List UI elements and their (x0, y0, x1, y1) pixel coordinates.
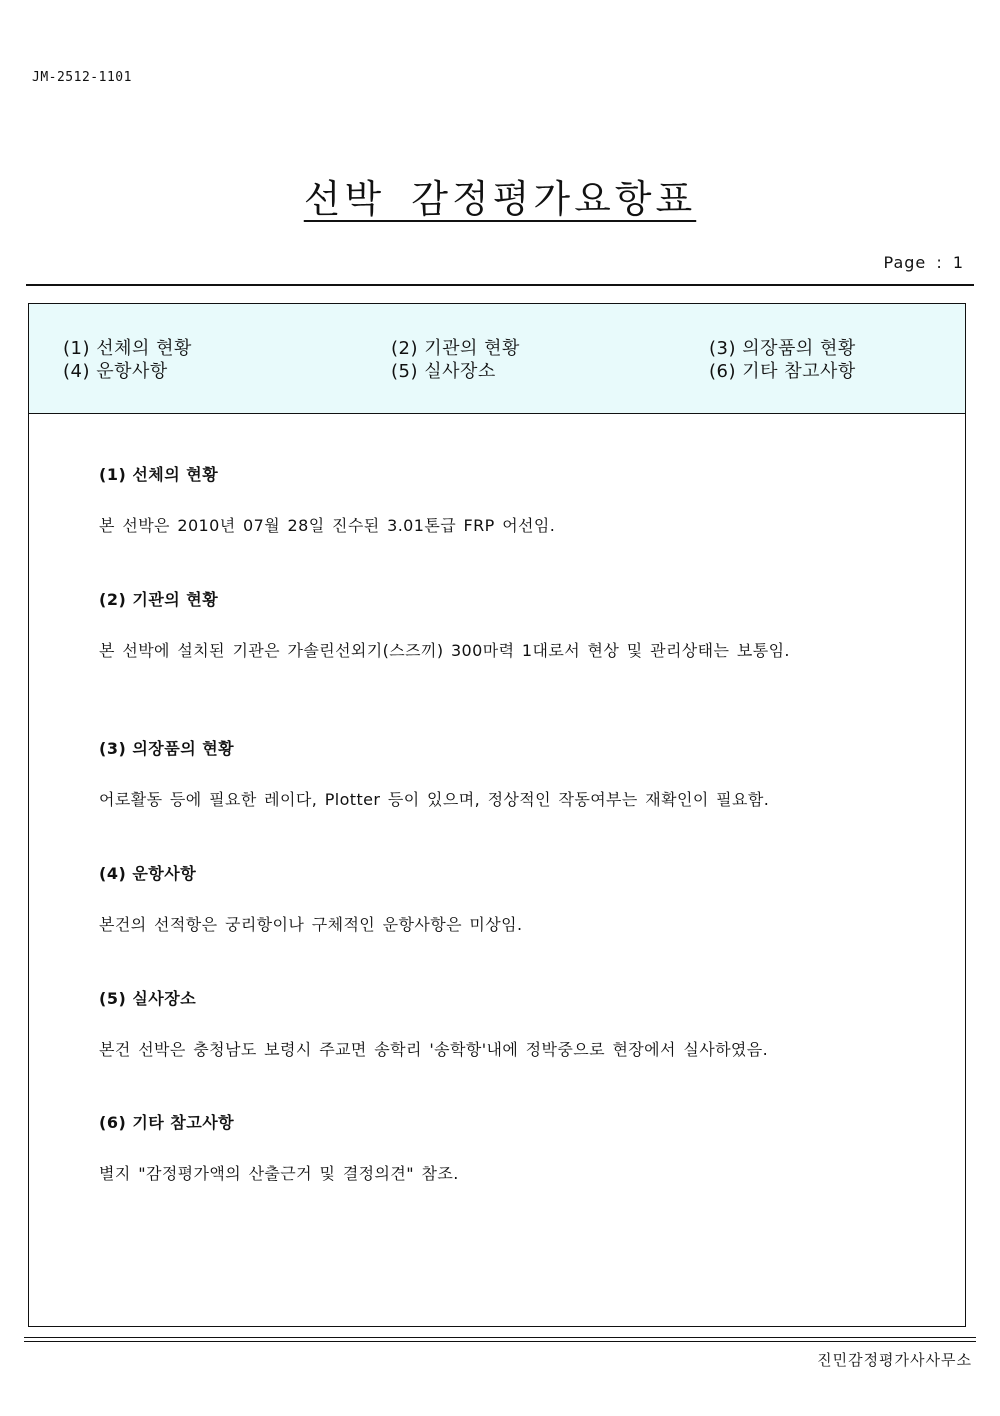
section-heading: (3) 의장품의 현황 (99, 739, 235, 758)
header-divider (26, 284, 974, 286)
document-code: JM-2512-1101 (32, 70, 132, 85)
toc-item-inspection-site: (5) 실사장소 (391, 361, 496, 382)
section-heading: (5) 실사장소 (99, 989, 197, 1008)
section-other-notes (99, 1110, 919, 1187)
section-heading: (1) 선체의 현황 (99, 465, 219, 484)
section-operation (99, 861, 919, 938)
section-inspection-site (99, 986, 919, 1063)
section-engine (99, 587, 919, 664)
section-heading: (6) 기타 참고사항 (99, 1113, 235, 1132)
section-body: 본건의 선적항은 궁리항이나 구체적인 운항사항은 미상임. (99, 915, 523, 934)
section-body: 본 선박은 2010년 07월 28일 진수된 3.01톤급 FRP 어선임. (99, 516, 556, 535)
page-number: Page : 1 (883, 253, 964, 272)
section-heading: (4) 운항사항 (99, 864, 197, 883)
toc-item-hull: (1) 선체의 현황 (63, 338, 192, 359)
toc-item-equipment: (3) 의장품의 현황 (709, 338, 856, 359)
toc-item-engine: (2) 기관의 현황 (391, 338, 520, 359)
document-title-wrap (0, 168, 1000, 223)
footer-divider (24, 1337, 976, 1342)
document-title: 선박 감정평가요항표 (303, 177, 697, 221)
section-body: 별지 "감정평가액의 산출근거 및 결정의견" 참조. (99, 1164, 459, 1183)
office-name: 진민감정평가사사무소 (817, 1351, 972, 1369)
section-hull (99, 462, 919, 539)
section-body: 본건 선박은 충청남도 보령시 주교면 송학리 '송학항'내에 정박중으로 현장에서 실사하였음. (99, 1040, 769, 1059)
section-heading: (2) 기관의 현황 (99, 590, 219, 609)
section-equipment (99, 736, 919, 813)
table-of-contents (29, 304, 965, 414)
toc-item-other-notes: (6) 기타 참고사항 (709, 361, 856, 382)
content-frame (28, 303, 966, 1327)
section-body: 어로활동 등에 필요한 레이다, Plotter 등이 있으며, 정상적인 작동여부는 재확인이 필요함. (99, 790, 770, 809)
section-body: 본 선박에 설치된 기관은 가솔린선외기(스즈끼) 300마력 1대로서 현상 및 관리상태는 보통임. (99, 641, 790, 660)
toc-item-operation: (4) 운항사항 (63, 361, 168, 382)
